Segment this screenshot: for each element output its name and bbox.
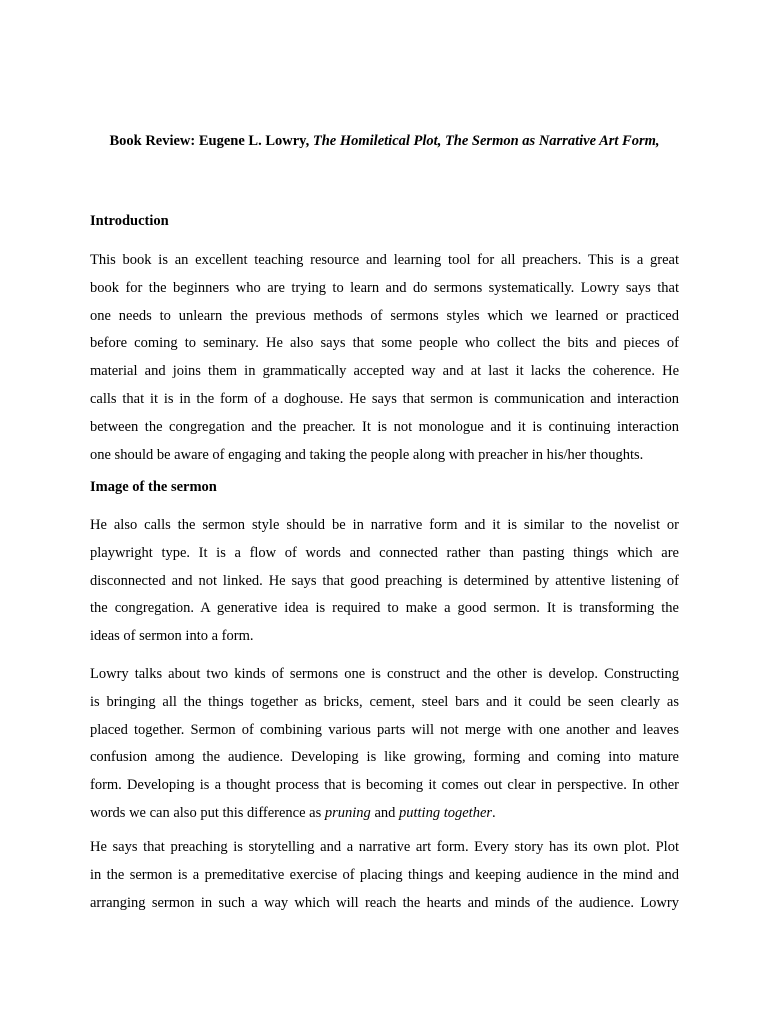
emphasis-putting-together: putting together [399, 804, 493, 821]
text-line: This book is an excellent teaching resource and learning tool for all preachers. This is a great [90, 252, 679, 268]
text-line: calls that it is in the form of a doghouse. He says that sermon is communication and interaction [90, 390, 679, 407]
text-line: He says that preaching is storytelling and a narrative art form. Every story has its own plot. Plot [90, 839, 679, 855]
text-line [90, 800, 679, 828]
text-line: arranging sermon in such a way which will reach the hearts and minds of the audience. Lowry [90, 894, 679, 911]
text-segment: and [370, 804, 399, 821]
text-line: in the sermon is a premeditative exercise of placing things and keeping audience in the mind and [90, 866, 679, 883]
text-line: one needs to unlearn the previous methods of sermons styles which we learned or practiced [90, 307, 679, 324]
title-bold-part: Book Review: Eugene L. Lowry, [109, 133, 313, 149]
text-line: Lowry talks about two kinds of sermons one is construct and the other is develop. Constructing [90, 666, 679, 682]
text-line: one should be aware of engaging and taking the people along with preacher in his/her thoughts. [90, 446, 644, 463]
text-line: He also calls the sermon style should be in narrative form and it is similar to the novelist or [90, 517, 679, 533]
paragraph-narrative-form [90, 512, 679, 651]
text-line: book for the beginners who are trying to learn and do sermons systematically. Lowry says that [90, 279, 679, 296]
text-line: between the congregation and the preacher. It is not monologue and it is continuing interaction [90, 418, 679, 435]
section-heading-image-of-sermon: Image of the sermon [90, 479, 217, 495]
paragraph-construct-develop [90, 661, 679, 828]
paragraph-introduction [90, 247, 679, 469]
text-segment: words we can also put this difference as [90, 804, 325, 821]
text-line: placed together. Sermon of combining various parts will not merge with one another and leaves [90, 721, 679, 738]
paragraph-storytelling [90, 834, 679, 917]
document-page [90, 0, 679, 1024]
text-line: form. Developing is a thought process that is becoming it comes out clear in perspective. In other [90, 777, 679, 794]
title-italic-part: The Homiletical Plot, The Sermon as Narrative Art Form, [312, 133, 660, 149]
text-line: the congregation. A generative idea is required to make a good sermon. It is transforming the [90, 600, 679, 617]
text-line: before coming to seminary. He also says that some people who collect the bits and pieces of [90, 335, 679, 352]
emphasis-pruning: pruning [324, 804, 371, 821]
text-line: material and joins them in grammatically accepted way and at last it lacks the coherence. He [90, 363, 679, 380]
section-heading-introduction: Introduction [90, 213, 169, 229]
text-line: playwright type. It is a flow of words and connected rather than pasting things which are [90, 544, 679, 561]
text-line: disconnected and not linked. He says that good preaching is determined by attentive listening of [90, 572, 679, 589]
text-line: confusion among the audience. Developing is like growing, forming and coming into mature [90, 749, 679, 766]
text-line: ideas of sermon into a form. [90, 628, 254, 645]
text-segment: . [492, 804, 496, 821]
review-title [90, 133, 679, 150]
text-line: is bringing all the things together as bricks, cement, steel bars and it could be seen clearly as [90, 693, 679, 710]
